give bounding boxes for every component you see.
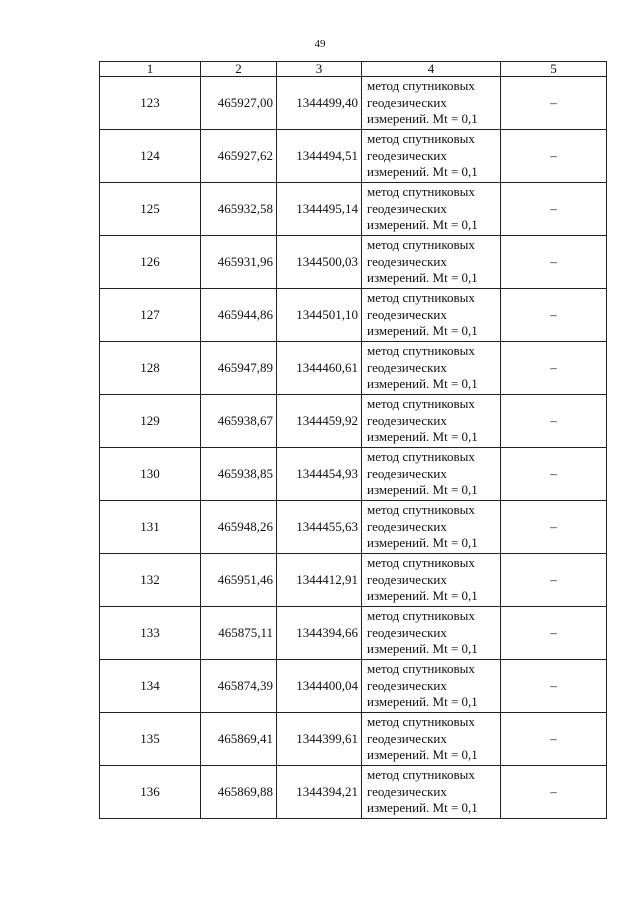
method-line: метод спутниковых bbox=[367, 131, 475, 147]
table-row bbox=[100, 501, 607, 554]
method-line: измерений. Mt = 0,1 bbox=[367, 111, 478, 127]
note-cell: – bbox=[501, 77, 607, 130]
x-coordinate-cell: 465874,39 bbox=[201, 660, 277, 713]
note-cell: – bbox=[501, 766, 607, 819]
method-line: геодезических bbox=[367, 677, 447, 693]
point-number-cell: 126 bbox=[100, 236, 201, 289]
method-line: метод спутниковых bbox=[367, 767, 475, 783]
method-cell bbox=[362, 183, 501, 236]
note-cell: – bbox=[501, 342, 607, 395]
method-line: геодезических bbox=[367, 200, 447, 216]
x-coordinate-cell: 465869,41 bbox=[201, 713, 277, 766]
method-line: геодезических bbox=[367, 518, 447, 534]
point-number-cell: 129 bbox=[100, 395, 201, 448]
page-number: 49 bbox=[314, 38, 326, 50]
table-row bbox=[100, 713, 607, 766]
note-cell: – bbox=[501, 236, 607, 289]
table-row bbox=[100, 766, 607, 819]
table-row bbox=[100, 554, 607, 607]
method-cell bbox=[362, 395, 501, 448]
method-line: измерений. Mt = 0,1 bbox=[367, 800, 478, 816]
x-coordinate-cell: 465948,26 bbox=[201, 501, 277, 554]
method-line: метод спутниковых bbox=[367, 184, 475, 200]
point-number-cell: 124 bbox=[100, 130, 201, 183]
point-number-cell: 128 bbox=[100, 342, 201, 395]
x-coordinate-cell: 465947,89 bbox=[201, 342, 277, 395]
method-line: геодезических bbox=[367, 359, 447, 375]
note-cell: – bbox=[501, 395, 607, 448]
y-coordinate-cell: 1344412,91 bbox=[277, 554, 362, 607]
y-coordinate-cell: 1344501,10 bbox=[277, 289, 362, 342]
x-coordinate-cell: 465931,96 bbox=[201, 236, 277, 289]
method-line: геодезических bbox=[367, 412, 447, 428]
note-cell: – bbox=[501, 607, 607, 660]
x-coordinate-cell: 465938,67 bbox=[201, 395, 277, 448]
point-number-cell: 123 bbox=[100, 77, 201, 130]
method-line: геодезических bbox=[367, 730, 447, 746]
method-line: метод спутниковых bbox=[367, 608, 475, 624]
y-coordinate-cell: 1344495,14 bbox=[277, 183, 362, 236]
method-line: измерений. Mt = 0,1 bbox=[367, 164, 478, 180]
y-coordinate-cell: 1344460,61 bbox=[277, 342, 362, 395]
x-coordinate-cell: 465927,00 bbox=[201, 77, 277, 130]
method-line: измерений. Mt = 0,1 bbox=[367, 217, 478, 233]
point-number-cell: 133 bbox=[100, 607, 201, 660]
method-line: метод спутниковых bbox=[367, 502, 475, 518]
method-line: измерений. Mt = 0,1 bbox=[367, 747, 478, 763]
method-line: измерений. Mt = 0,1 bbox=[367, 482, 478, 498]
x-coordinate-cell: 465869,88 bbox=[201, 766, 277, 819]
point-number-cell: 130 bbox=[100, 448, 201, 501]
table-row bbox=[100, 448, 607, 501]
point-number-cell: 125 bbox=[100, 183, 201, 236]
method-line: геодезических bbox=[367, 571, 447, 587]
note-cell: – bbox=[501, 713, 607, 766]
table-row bbox=[100, 236, 607, 289]
method-cell bbox=[362, 289, 501, 342]
method-cell bbox=[362, 77, 501, 130]
y-coordinate-cell: 1344499,40 bbox=[277, 77, 362, 130]
method-line: измерений. Mt = 0,1 bbox=[367, 535, 478, 551]
y-coordinate-cell: 1344399,61 bbox=[277, 713, 362, 766]
table-row bbox=[100, 395, 607, 448]
method-line: метод спутниковых bbox=[367, 237, 475, 253]
point-number-cell: 131 bbox=[100, 501, 201, 554]
method-line: геодезических bbox=[367, 94, 447, 110]
header-col-1: 1 bbox=[100, 62, 201, 77]
method-cell bbox=[362, 501, 501, 554]
method-cell bbox=[362, 342, 501, 395]
y-coordinate-cell: 1344494,51 bbox=[277, 130, 362, 183]
method-line: измерений. Mt = 0,1 bbox=[367, 270, 478, 286]
point-number-cell: 132 bbox=[100, 554, 201, 607]
method-line: геодезических bbox=[367, 306, 447, 322]
header-col-3: 3 bbox=[277, 62, 362, 77]
table-body bbox=[100, 77, 607, 819]
method-line: измерений. Mt = 0,1 bbox=[367, 694, 478, 710]
x-coordinate-cell: 465875,11 bbox=[201, 607, 277, 660]
method-cell bbox=[362, 448, 501, 501]
method-cell bbox=[362, 554, 501, 607]
method-line: метод спутниковых bbox=[367, 555, 475, 571]
method-line: геодезических bbox=[367, 253, 447, 269]
method-line: метод спутниковых bbox=[367, 396, 475, 412]
table-row bbox=[100, 660, 607, 713]
method-line: метод спутниковых bbox=[367, 714, 475, 730]
note-cell: – bbox=[501, 660, 607, 713]
x-coordinate-cell: 465951,46 bbox=[201, 554, 277, 607]
note-cell: – bbox=[501, 289, 607, 342]
header-col-2: 2 bbox=[201, 62, 277, 77]
y-coordinate-cell: 1344455,63 bbox=[277, 501, 362, 554]
y-coordinate-cell: 1344394,66 bbox=[277, 607, 362, 660]
header-col-5: 5 bbox=[501, 62, 607, 77]
y-coordinate-cell: 1344459,92 bbox=[277, 395, 362, 448]
y-coordinate-cell: 1344400,04 bbox=[277, 660, 362, 713]
table-row bbox=[100, 77, 607, 130]
header-col-4: 4 bbox=[362, 62, 501, 77]
method-line: геодезических bbox=[367, 624, 447, 640]
header-row bbox=[100, 62, 607, 77]
coordinates-table bbox=[99, 61, 607, 819]
method-line: измерений. Mt = 0,1 bbox=[367, 588, 478, 604]
y-coordinate-cell: 1344454,93 bbox=[277, 448, 362, 501]
method-cell bbox=[362, 130, 501, 183]
method-line: геодезических bbox=[367, 465, 447, 481]
method-cell bbox=[362, 766, 501, 819]
method-line: геодезических bbox=[367, 147, 447, 163]
table-row bbox=[100, 342, 607, 395]
x-coordinate-cell: 465938,85 bbox=[201, 448, 277, 501]
y-coordinate-cell: 1344394,21 bbox=[277, 766, 362, 819]
point-number-cell: 134 bbox=[100, 660, 201, 713]
table-row bbox=[100, 289, 607, 342]
method-line: измерений. Mt = 0,1 bbox=[367, 376, 478, 392]
method-line: метод спутниковых bbox=[367, 78, 475, 94]
method-line: измерений. Mt = 0,1 bbox=[367, 323, 478, 339]
table-header bbox=[100, 62, 607, 77]
method-cell bbox=[362, 236, 501, 289]
method-cell bbox=[362, 607, 501, 660]
note-cell: – bbox=[501, 554, 607, 607]
point-number-cell: 136 bbox=[100, 766, 201, 819]
table-row bbox=[100, 607, 607, 660]
method-cell bbox=[362, 713, 501, 766]
method-line: измерений. Mt = 0,1 bbox=[367, 429, 478, 445]
note-cell: – bbox=[501, 130, 607, 183]
method-cell bbox=[362, 660, 501, 713]
method-line: метод спутниковых bbox=[367, 343, 475, 359]
note-cell: – bbox=[501, 183, 607, 236]
x-coordinate-cell: 465944,86 bbox=[201, 289, 277, 342]
point-number-cell: 135 bbox=[100, 713, 201, 766]
method-line: измерений. Mt = 0,1 bbox=[367, 641, 478, 657]
x-coordinate-cell: 465927,62 bbox=[201, 130, 277, 183]
y-coordinate-cell: 1344500,03 bbox=[277, 236, 362, 289]
method-line: метод спутниковых bbox=[367, 661, 475, 677]
note-cell: – bbox=[501, 448, 607, 501]
table-row bbox=[100, 183, 607, 236]
table-row bbox=[100, 130, 607, 183]
point-number-cell: 127 bbox=[100, 289, 201, 342]
method-line: геодезических bbox=[367, 783, 447, 799]
x-coordinate-cell: 465932,58 bbox=[201, 183, 277, 236]
note-cell: – bbox=[501, 501, 607, 554]
method-line: метод спутниковых bbox=[367, 290, 475, 306]
method-line: метод спутниковых bbox=[367, 449, 475, 465]
